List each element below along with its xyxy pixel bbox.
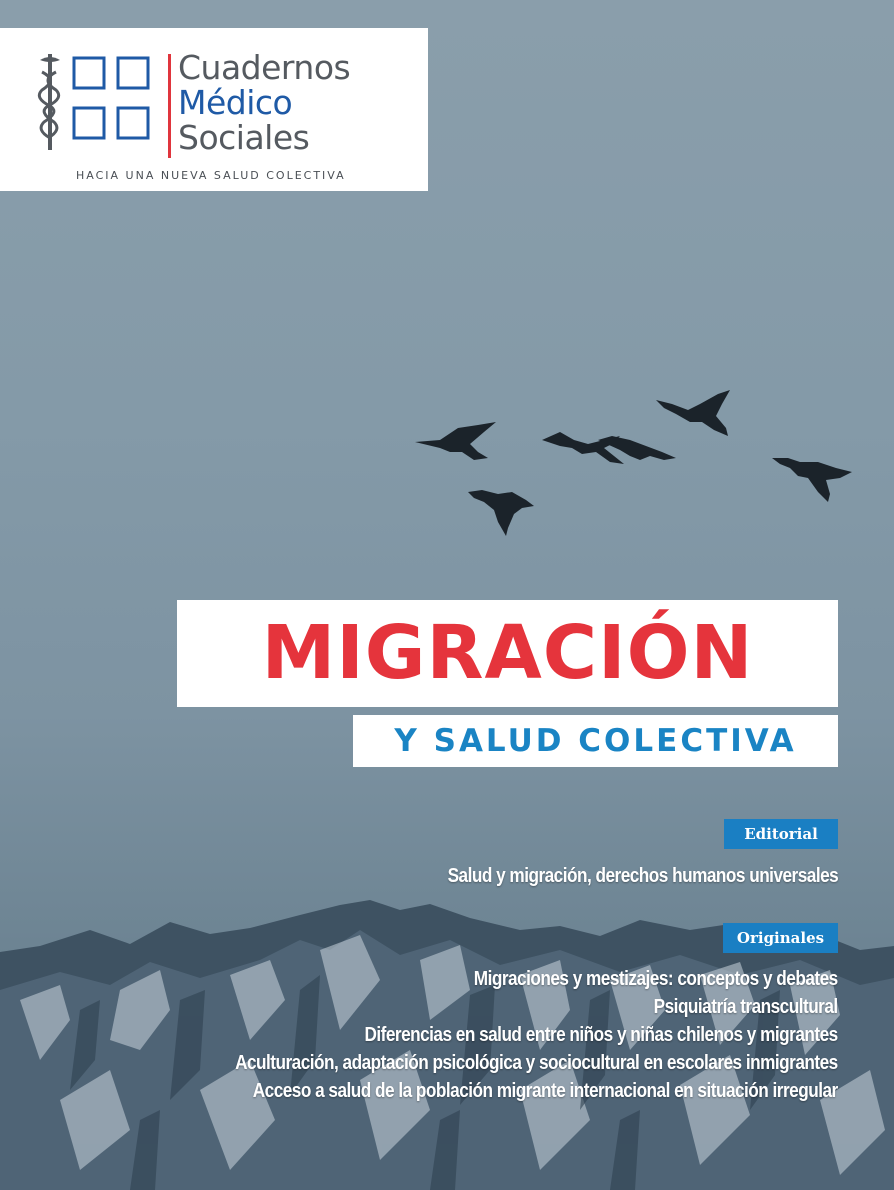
journal-logo xyxy=(0,28,428,191)
section-tag-editorial: Editorial xyxy=(724,819,838,849)
originales-article: Psiquiatría transcultural xyxy=(653,996,838,1018)
originales-article: Migraciones y mestizajes: conceptos y debates xyxy=(474,968,838,990)
cover-subtitle: Y SALUD COLECTIVA xyxy=(394,723,797,759)
originales-article: Aculturación, adaptación psicológica y sociocultural en escolares inmigrantes xyxy=(235,1052,838,1074)
caduceus-squares-icon xyxy=(36,50,166,154)
logo-word-cuadernos: Cuadernos xyxy=(178,48,351,87)
originales-article-list xyxy=(137,965,838,1105)
originales-article: Acceso a salud de la población migrante internacional en situación irregular xyxy=(253,1080,839,1102)
logo-word-sociales: Sociales xyxy=(178,118,310,157)
section-tag-originales: Originales xyxy=(723,923,838,953)
editorial-article: Salud y migración, derechos humanos universales xyxy=(447,865,838,887)
cover-title-box xyxy=(177,600,838,707)
logo-divider xyxy=(168,54,171,158)
originales-article: Diferencias en salud entre niños y niñas chilenos y migrantes xyxy=(364,1024,838,1046)
logo-word-medico: Médico xyxy=(178,83,293,122)
cover-subtitle-box xyxy=(353,715,838,767)
logo-tagline: HACIA UNA NUEVA SALUD COLECTIVA xyxy=(76,169,346,182)
cover-title: MIGRACIÓN xyxy=(261,610,754,696)
flying-birds xyxy=(415,390,852,536)
